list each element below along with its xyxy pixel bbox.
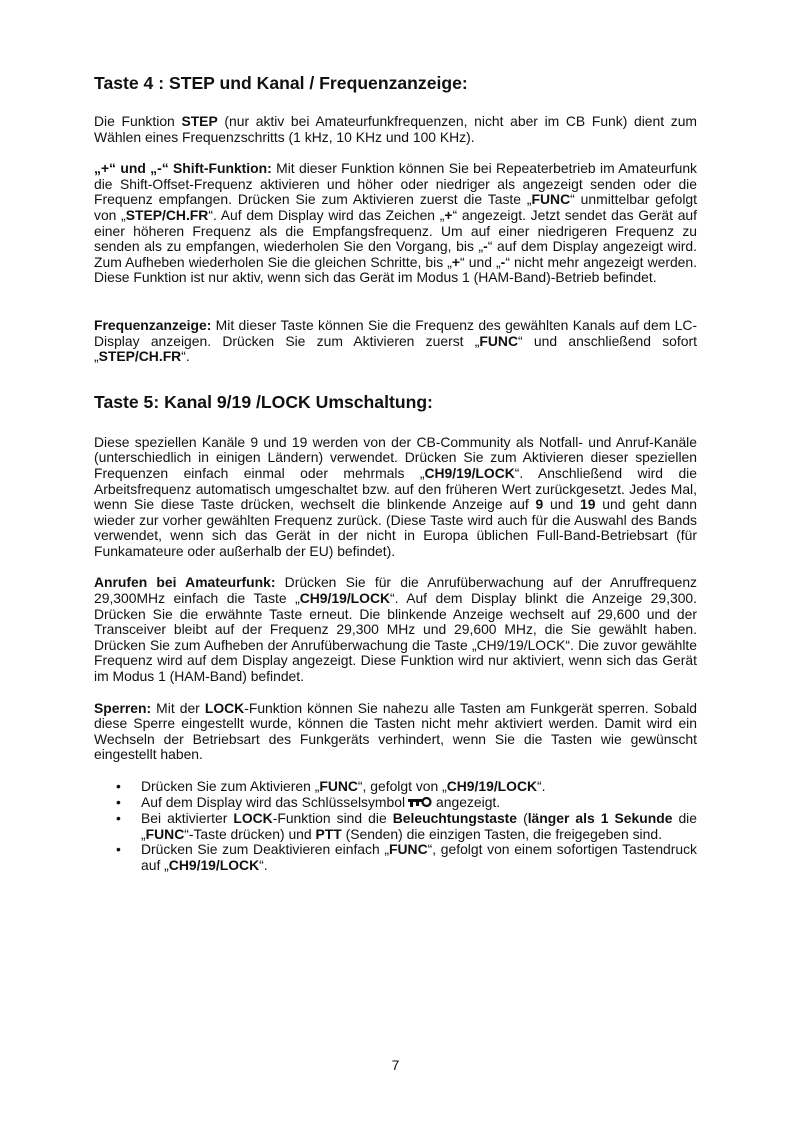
text-run: die „ bbox=[141, 810, 697, 842]
text-run: Mit dieser Taste können Sie die Frequenz des gewählten Kanals auf dem LC-Display anzeigen. Drücken Sie zum Aktivieren zuerst „ bbox=[94, 316, 697, 349]
bold-run: Sperren: bbox=[94, 699, 152, 716]
paragraph-step bbox=[94, 114, 697, 145]
text-run: ( bbox=[517, 810, 528, 827]
text-run: und geht dann wieder zur vorher gewählten Frequenz zurück. (Diese Taste wird auch für die Auswahl des Bands verwendet, wenn sich das Gerät in der nicht in Europa üblichen Full-Band-Betriebsart (für Funkamateure oder außerhalb der EU) befindet). bbox=[94, 496, 697, 559]
paragraph-frequency-display bbox=[94, 318, 697, 365]
bullet-icon: • bbox=[116, 810, 121, 827]
text-run: Mit dieser Funktion können Sie bei Repeaterbetrieb im Amateurfunk die Shift-Offset-Frequenz aktivieren und höher oder niedriger als angezeigt senden oder die Frequenz empfangen. Drücken Sie zum Aktivieren zuerst die Taste „ bbox=[94, 160, 697, 208]
text-run: “ unmittelbar gefolgt von „ bbox=[94, 191, 698, 223]
text-run: Auf dem Display wird das Schlüsselsymbol bbox=[141, 793, 406, 810]
bold-run: PTT bbox=[315, 825, 342, 842]
list-item bbox=[94, 795, 697, 812]
bold-run: STEP bbox=[181, 113, 218, 129]
bold-run: Frequenzanzeige: bbox=[94, 316, 212, 333]
text-run: “-Taste drücken) und bbox=[184, 825, 316, 842]
paragraph-lock bbox=[94, 701, 697, 763]
bold-run: 9 bbox=[535, 496, 544, 513]
bold-run: + bbox=[444, 206, 453, 223]
bold-run: CH9/19/LOCK bbox=[299, 590, 391, 607]
bold-run: FUNC bbox=[145, 825, 185, 842]
bold-run: - bbox=[500, 253, 506, 270]
text-run: und bbox=[543, 496, 581, 513]
bullet-icon: • bbox=[116, 778, 121, 794]
bold-run: CH9/19/LOCK bbox=[446, 778, 538, 794]
bold-run: „+“ und „-“ Shift-Funktion: bbox=[94, 160, 272, 177]
bold-run: länger als 1 Sekunde bbox=[527, 810, 673, 827]
bold-run: CH9/19/LOCK bbox=[168, 856, 260, 873]
bold-run: STEP/CH.FR bbox=[125, 206, 209, 223]
bold-run: CH9/19/LOCK bbox=[424, 464, 515, 481]
bold-run: FUNC bbox=[389, 841, 428, 858]
paragraph-channel-9-19 bbox=[94, 435, 697, 560]
bold-run: 19 bbox=[580, 496, 596, 513]
text-run: “. bbox=[259, 856, 268, 873]
list-item bbox=[94, 811, 697, 842]
bold-run: LOCK bbox=[204, 699, 245, 716]
lock-instructions-list bbox=[94, 779, 697, 874]
list-item bbox=[94, 779, 697, 795]
text-run: Die Funktion bbox=[94, 113, 182, 129]
text-run: -Funktion können Sie nahezu alle Tasten am Funkgerät sperren. Sobald diese Sperre eingestellt wurde, können die Tasten nicht mehr aktiviert werden. Damit wird ein Wechseln der Betriebsart des Funkgeräts verhindert, wenn Sie die Tasten wie gewünscht eingestellt haben. bbox=[94, 699, 698, 763]
paragraph-shift-function bbox=[94, 161, 697, 286]
page-content bbox=[94, 66, 697, 874]
text-run: Drücken Sie zum Aktivieren „ bbox=[141, 778, 320, 794]
bold-run: FUNC bbox=[531, 191, 571, 208]
text-run: “. Anschließend wird die Arbeitsfrequenz automatisch umgeschaltet bzw. auf den früheren Wert zurückgesetzt. Jedes Mal, wenn Sie diese Taste drücken, wechselt die blinkende Anzeige auf bbox=[94, 464, 697, 513]
section-heading-taste4: Taste 4 : STEP und Kanal / Frequenzanzeige: bbox=[94, 73, 468, 93]
text-run: “. Auf dem Display blinkt die Anzeige 29,300. Drücken Sie die erwähnte Taste erneut. Die blinkende Anzeige wechselt auf 29,600 und der Transceiver bleibt auf der Frequenz 29,300 MHz und 29,600 MHz, die Sie gewählt haben. Drücken Sie zum Aufheben der Anrufüberwachung die Taste „CH9/19/LOCK“. Die zuvor gewählte Frequenz wird auf dem Display angezeigt. Diese Funktion wird nur aktiviert, wenn sich das Gerät im Modus 1 (HAM-Band) befindet. bbox=[94, 590, 698, 685]
text-run: “. bbox=[537, 778, 546, 794]
text-run: (nur aktiv bei Amateurfunkfrequenzen, nicht aber im CB Funk) dient zum Wählen eines Frequenzschritts (1 kHz, 10 KHz und 100 KHz). bbox=[94, 113, 698, 145]
key-icon bbox=[408, 796, 432, 812]
bold-run: Anrufen bei Amateurfunk: bbox=[94, 574, 276, 591]
bold-run: LOCK bbox=[233, 810, 273, 827]
text-run: “. bbox=[181, 348, 190, 365]
text-run: “ nicht mehr angezeigt werden. Diese Funktion ist nur aktiv, wenn sich das Gerät im Modus 1 (HAM-Band)-Betrieb befindet. bbox=[94, 253, 697, 286]
text-run: (Senden) die einzigen Tasten, die freigegeben sind. bbox=[341, 825, 662, 842]
text-run: “, gefolgt von „ bbox=[357, 778, 447, 794]
text-run: “ auf dem Display angezeigt wird. Zum Aufheben wiederholen Sie die gleichen Schritte, bis „ bbox=[94, 238, 697, 270]
list-item bbox=[94, 842, 697, 873]
text-run: Diese speziellen Kanäle 9 und 19 werden von der CB-Community als Notfall- und Anruf-Kanäle (unterschiedlich in einigen Ländern) verwendet. Drücken Sie zum Aktivieren dieser speziellen Frequenzen einfach einmal oder mehrmals „ bbox=[94, 433, 697, 481]
bold-run: FUNC bbox=[319, 778, 358, 794]
paragraph-amateur-call bbox=[94, 575, 697, 684]
bold-run: STEP/CH.FR bbox=[98, 348, 182, 365]
text-run: “ und „ bbox=[460, 253, 501, 270]
text-run: -Funktion sind die bbox=[272, 810, 393, 827]
bold-run: - bbox=[483, 238, 488, 255]
text-run: Drücken Sie für die Anrufüberwachung auf der Anruffrequenz 29,300MHz einfach die Taste „ bbox=[94, 574, 698, 607]
text-run: Mit der bbox=[151, 699, 205, 716]
text-run: “ und anschließend sofort „ bbox=[94, 332, 697, 365]
text-run: Bei aktivierter bbox=[141, 810, 234, 827]
bold-run: Beleuchtungstaste bbox=[392, 810, 518, 827]
text-run: “, gefolgt von einem sofortigen Tastendruck auf „ bbox=[141, 841, 698, 873]
text-run: Drücken Sie zum Deaktivieren einfach „ bbox=[141, 841, 390, 858]
bullet-icon: • bbox=[116, 841, 121, 858]
bullet-icon: • bbox=[116, 793, 121, 810]
text-run: “ angezeigt. Jetzt sendet das Gerät auf einer höheren Frequenz als die Empfangsfrequenz. Um auf einer niedrigeren Frequenz zu senden als zu empfangen, wiederholen Sie den Vorgang, bis „ bbox=[94, 206, 697, 255]
bold-run: FUNC bbox=[479, 332, 518, 349]
text-run: “. Auf dem Display wird das Zeichen „ bbox=[208, 206, 445, 223]
bold-run: + bbox=[451, 253, 461, 270]
text-run: angezeigt. bbox=[436, 793, 501, 810]
page-number: 7 bbox=[391, 1057, 400, 1073]
section-heading-taste5: Taste 5: Kanal 9/19 /LOCK Umschaltung: bbox=[94, 391, 433, 412]
